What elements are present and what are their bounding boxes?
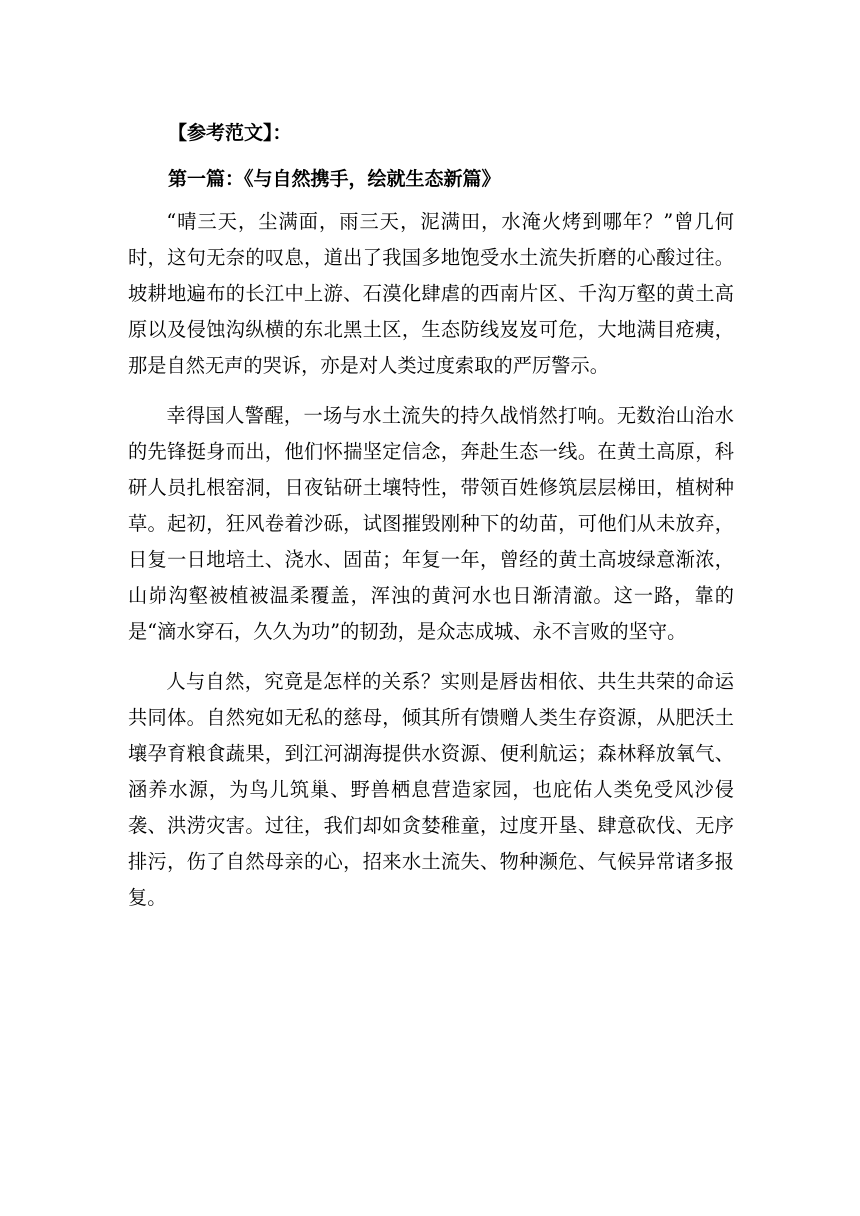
document-page bbox=[128, 112, 734, 916]
paragraph-3: 人与自然，究竟是怎样的关系？实则是唇齿相依、共生共荣的命运共同体。自然宛如无私的慈母，倾其所有馈赠人类生存资源，从肥沃土壤孕育粮食蔬果，到江河湖海提供水资源、便利航运；森林释放氧气、涵养水源，为鸟儿筑巢、野兽栖息营造家园，也庇佑人类免受风沙侵袭、洪涝灾害。过往，我们却如贪婪稚童，过度开垦、肆意砍伐、无序排污，伤了自然母亲的心，招来水土流失、物种濒危、气候异常诸多报复。 bbox=[128, 670, 734, 909]
paragraph-1: “晴三天，尘满面，雨三天，泥满田，水淹火烤到哪年？”曾几何时，这句无奈的叹息，道出了我国多地饱受水土流失折磨的心酸过往。坡耕地遍布的长江中上游、石漠化肆虐的西南片区、千沟万壑的黄土高原以及侵蚀沟纵横的东北黑土区，生态防线岌岌可危，大地满目疮痍，那是自然无声的哭诉，亦是对人类过度索取的严厉警示。 bbox=[128, 210, 734, 377]
paragraph-2: 幸得国人警醒，一场与水土流失的持久战悄然打响。无数治山治水的先锋挺身而出，他们怀揣坚定信念，奔赴生态一线。在黄土高原，科研人员扎根窑洞，日夜钻研土壤特性，带领百姓修筑层层梯田，植树种草。起初，狂风卷着沙砾，试图摧毁刚种下的幼苗，可他们从未放弃，日复一日地培土、浇水、固苗；年复一年，曾经的黄土高坡绿意渐浓，山峁沟壑被植被温柔覆盖，浑浊的黄河水也日渐清澈。这一路，靠的是“滴水穿石，久久为功”的韧劲，是众志成城、永不言败的坚守。 bbox=[128, 404, 734, 643]
reference-label: 【参考范文】： bbox=[168, 122, 292, 144]
essay-title: 第一篇：《与自然携手，绘就生态新篇》 bbox=[168, 168, 501, 190]
